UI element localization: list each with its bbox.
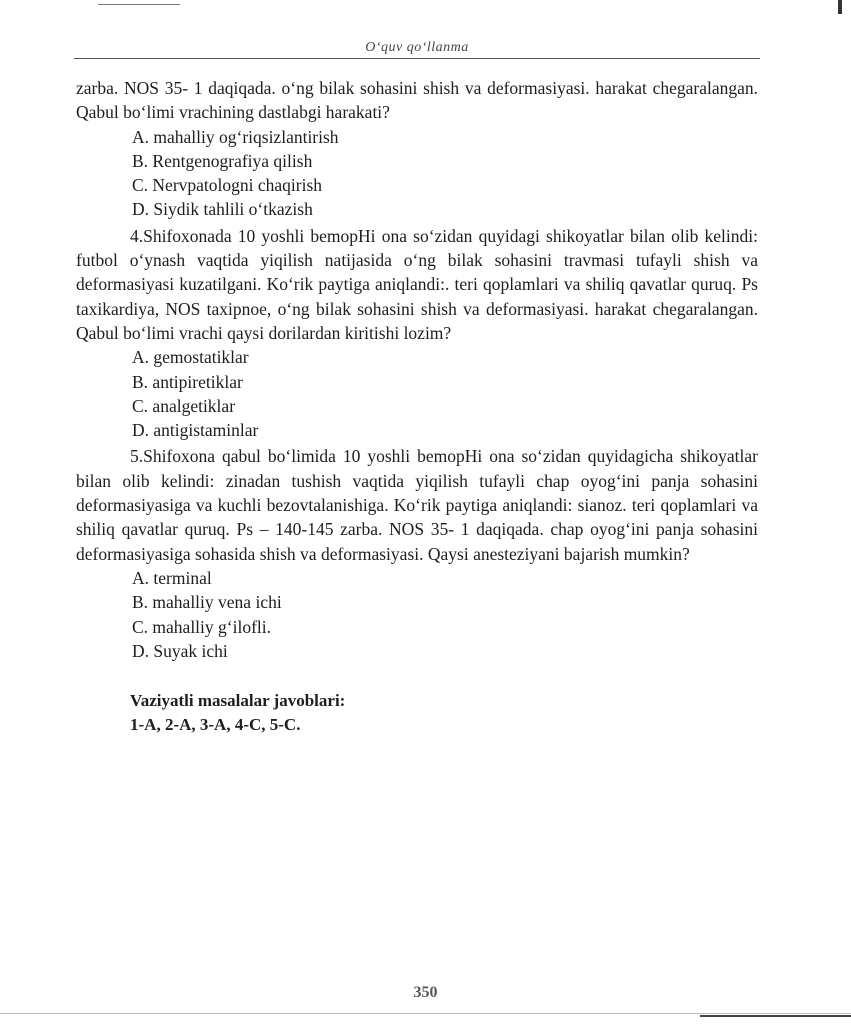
question-4-option-d: D. antigistaminlar xyxy=(132,420,259,441)
question-5-option-a: A. terminal xyxy=(132,567,212,588)
question-3-option-c: C. Nervpatologni chaqirish xyxy=(132,175,323,196)
question-5-option-d: D. Suyak ichi xyxy=(132,640,228,661)
question-3-option-d: D. Siydik tahlili o‘tkazish xyxy=(132,199,313,220)
header-rule xyxy=(74,58,760,59)
question-4 xyxy=(76,224,758,443)
answer-key xyxy=(76,689,758,738)
question-3-continuation xyxy=(76,76,758,222)
question-3-option-a: A. mahalliy og‘riqsizlantirish xyxy=(132,126,339,147)
question-5 xyxy=(76,444,758,663)
bottom-scan-edge xyxy=(700,1015,851,1017)
page-body xyxy=(76,76,758,738)
answer-key-heading: Vaziyatli masalalar javoblari: xyxy=(130,691,346,711)
question-4-text: 4.Shifoxonada 10 yoshli bemopHi ona so‘zidan quyidagi shikoyatlar bilan olib kelindi: futbol o‘ynash vaqtida yiqilish natijasida o‘ng bilak sohasini travmasi tufayli shish va deformasiyasi kuzatilgani. Ko‘rik paytiga aniqlandi:. teri qoplamlari va shiliq qavatlar quruq. Ps taxikardiya, NOS taxipnoe, o‘ng bilak sohasini shish va deformasiyasi. harakat chegaralangan. Qabul bo‘limi vrachi qaysi dorilardan kiritishi lozim? xyxy=(76,225,758,343)
question-4-option-c: C. analgetiklar xyxy=(132,395,236,416)
top-scan-rule xyxy=(98,4,180,5)
running-header xyxy=(74,38,760,56)
answer-key-values: 1-A, 2-A, 3-A, 4-C, 5-C. xyxy=(130,715,301,735)
page-number: 350 xyxy=(413,984,438,1001)
question-3-option-b: B. Rentgenografiya qilish xyxy=(132,150,313,171)
question-4-option-b: B. antipiretiklar xyxy=(132,371,243,392)
question-5-option-c: C. mahalliy g‘ilofli. xyxy=(132,616,272,637)
question-4-option-a: A. gemostatiklar xyxy=(132,347,249,368)
question-3-text: zarba. NOS 35- 1 daqiqada. o‘ng bilak sohasini shish va deformasiyasi. harakat chegaralangan. Qabul bo‘limi vrachining dastlabgi harakati? xyxy=(76,78,758,123)
corner-scan-mark xyxy=(838,0,842,14)
header-title: O‘quv qo‘llanma xyxy=(365,40,469,55)
question-5-text: 5.Shifoxona qabul bo‘limida 10 yoshli bemopHi ona so‘zidan quyidagicha shikoyatlar bilan olib kelindi: zinadan tushish vaqtida yiqilish tufayli chap oyog‘ini panja sohasini deformasiyasiga va kuchli bezovtalanishiga. Ko‘rik paytiga aniqlandi: sianoz. teri qoplamlari va shiliq qavatlar quruq. Ps – 140-145 zarba. NOS 35- 1 daqiqada. chap oyog‘ini panja sohasini deformasiyasiga sohasida shish va deformasiyasi. Qaysi anesteziyani bajarish mumkin? xyxy=(76,446,758,564)
question-5-option-b: B. mahalliy vena ichi xyxy=(132,592,282,613)
bottom-scan-rule xyxy=(0,1013,851,1014)
